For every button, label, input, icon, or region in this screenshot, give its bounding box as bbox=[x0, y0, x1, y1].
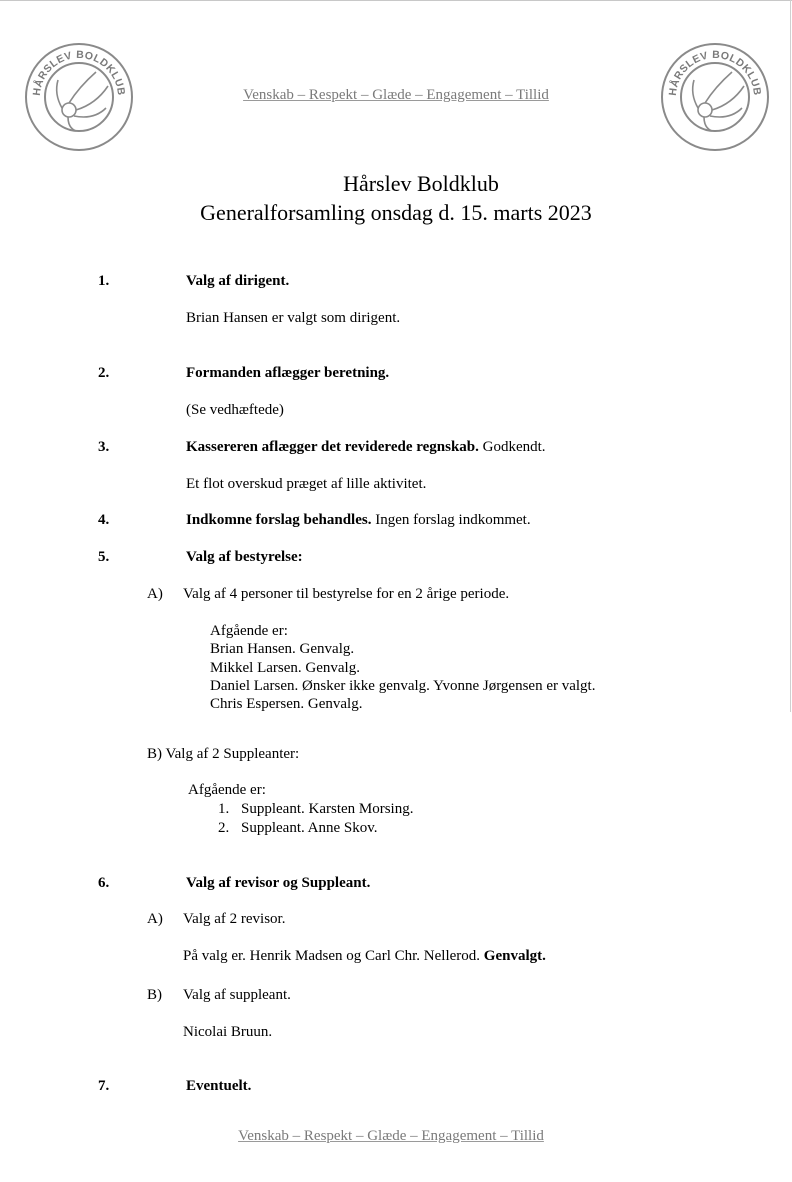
retiring-intro: Afgående er: bbox=[210, 623, 288, 639]
header-motto: Venskab – Respekt – Glæde – Engagement – Tillid bbox=[243, 87, 549, 103]
page-title: Hårslev Boldklub bbox=[343, 171, 499, 196]
logo-text: HÅRSLEV BOLDKLUB bbox=[30, 48, 128, 97]
retiring-member: Brian Hansen. Genvalg. bbox=[210, 641, 355, 657]
item-number: 4. bbox=[98, 512, 110, 528]
item-body: Et flot overskud præget af lille aktivitet. bbox=[186, 476, 427, 492]
sub-label: B) bbox=[147, 987, 162, 1003]
item-heading: Kassereren aflægger det reviderede regnskab. bbox=[186, 439, 479, 455]
item-heading: Indkomne forslag behandles. bbox=[186, 512, 372, 528]
sub-result: Genvalgt. bbox=[483, 948, 546, 964]
item-heading: Valg af bestyrelse: bbox=[186, 549, 303, 565]
item-number: 1. bbox=[98, 273, 110, 289]
sub-label: A) bbox=[147, 911, 163, 927]
page-subtitle: Generalforsamling onsdag d. 15. marts 2023 bbox=[200, 200, 592, 225]
item-body: (Se vedhæftede) bbox=[186, 402, 284, 418]
sub-text: Valg af suppleant. bbox=[183, 987, 291, 1003]
item-body: Brian Hansen er valgt som dirigent. bbox=[186, 310, 401, 326]
item-number: 3. bbox=[98, 439, 110, 455]
retiring-member: Mikkel Larsen. Genvalg. bbox=[210, 660, 360, 676]
item-heading: Eventuelt. bbox=[186, 1078, 252, 1094]
page-edge-right bbox=[790, 0, 791, 712]
sub-label: A) bbox=[147, 586, 163, 602]
item-heading: Formanden aflægger beretning. bbox=[186, 365, 390, 381]
retiring-member: Chris Espersen. Genvalg. bbox=[210, 696, 363, 712]
item-number: 6. bbox=[98, 875, 110, 891]
item-heading: Valg af dirigent. bbox=[186, 273, 290, 289]
list-item: Suppleant. Anne Skov. bbox=[241, 820, 378, 836]
sub-text: B) Valg af 2 Suppleanter: bbox=[147, 746, 300, 762]
retiring-intro: Afgående er: bbox=[188, 782, 266, 798]
sub-text: Valg af 4 personer til bestyrelse for en 2 årige periode. bbox=[183, 586, 510, 602]
item-heading-line bbox=[186, 511, 531, 529]
item-number: 2. bbox=[98, 365, 110, 381]
item-heading-line bbox=[186, 438, 546, 456]
logo-text: HÅRSLEV BOLDKLUB bbox=[666, 48, 764, 97]
item-number: 7. bbox=[98, 1078, 110, 1094]
list-item: Suppleant. Karsten Morsing. bbox=[241, 801, 414, 817]
sub-body-line bbox=[183, 947, 546, 965]
item-result: Godkendt. bbox=[482, 439, 546, 455]
list-number: 1. bbox=[218, 801, 230, 817]
page-edge-top bbox=[0, 0, 792, 1]
item-result: Ingen forslag indkommet. bbox=[375, 512, 531, 528]
sub-body: På valg er. Henrik Madsen og Carl Chr. Nellerod. bbox=[183, 948, 481, 964]
footer-motto: Venskab – Respekt – Glæde – Engagement – Tillid bbox=[238, 1128, 544, 1144]
item-heading: Valg af revisor og Suppleant. bbox=[186, 875, 371, 891]
retiring-member: Daniel Larsen. Ønsker ikke genvalg. Yvonne Jørgensen er valgt. bbox=[210, 678, 596, 694]
item-number: 5. bbox=[98, 549, 110, 565]
sub-body: Nicolai Bruun. bbox=[183, 1024, 273, 1040]
sub-text: Valg af 2 revisor. bbox=[183, 911, 286, 927]
list-number: 2. bbox=[218, 820, 230, 836]
